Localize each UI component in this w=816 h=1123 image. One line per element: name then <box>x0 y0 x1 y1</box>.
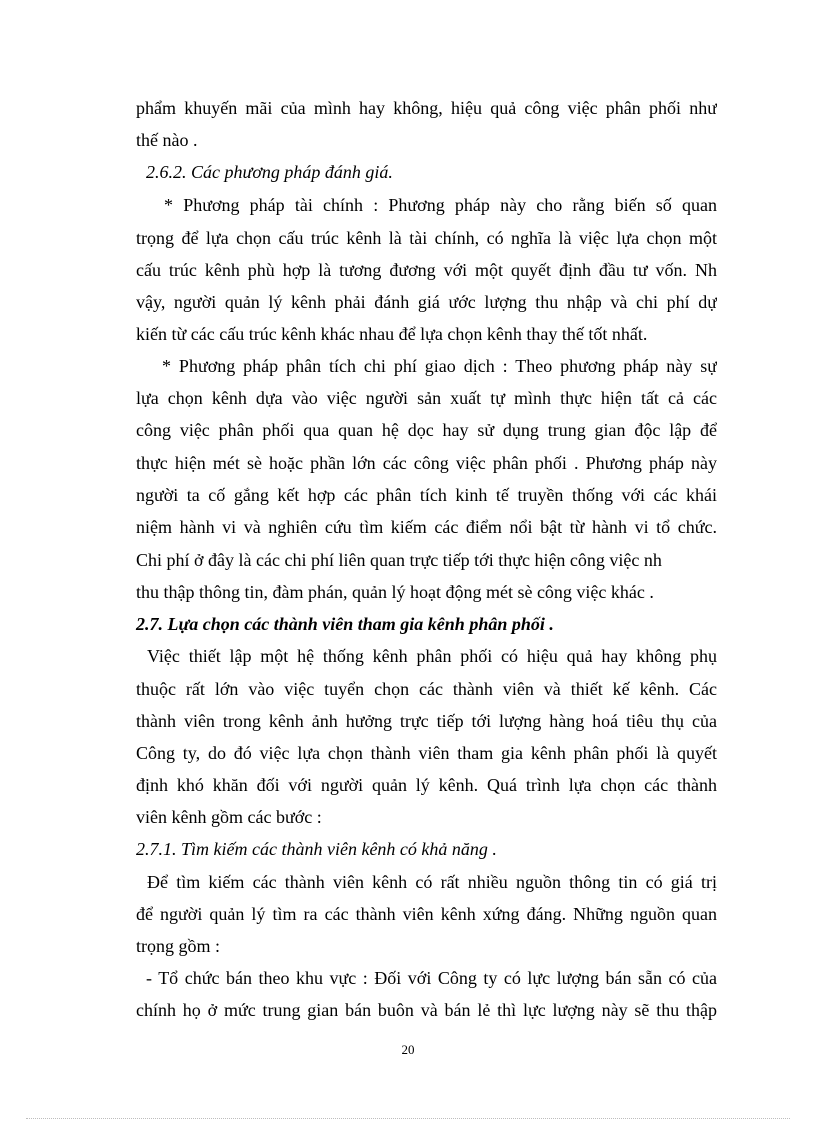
text-line: thành viên trong kênh ảnh hưởng trực tiếp tới lượng hàng hoá tiêu thụ của <box>136 711 717 731</box>
text-line: niệm hành vi và nghiên cứu tìm kiếm các điểm nổi bật từ hành vi tổ chức. <box>136 517 717 537</box>
section-heading-2-7-1: 2.7.1. Tìm kiếm các thành viên kênh có khả năng . <box>136 839 497 859</box>
text-line: chính họ ở mức trung gian bán buôn và bán lẻ thì lực lượng này sẽ thu thập <box>136 1000 717 1020</box>
page-number: 20 <box>401 1042 415 1057</box>
text-line: viên kênh gồm các bước : <box>136 807 322 827</box>
text-line: - Tổ chức bán theo khu vực : Đối với Công ty có lực lượng bán sẵn có của <box>146 968 717 988</box>
text-line: phẩm khuyến mãi của mình hay không, hiệu quả công việc phân phối như <box>136 98 717 118</box>
text-line: lựa chọn kênh dựa vào việc người sản xuất tự mình thực hiện tất cả các <box>136 388 717 408</box>
text-line: thu thập thông tin, đàm phán, quản lý hoạt động mét sè công việc khác . <box>136 582 654 602</box>
text-line: trọng gồm : <box>136 936 220 956</box>
text-line: để người quản lý tìm ra các thành viên kênh xứng đáng. Những nguồn quan <box>136 904 717 924</box>
text-line: thế nào . <box>136 130 198 150</box>
text-line: thực hiện mét sè hoặc phần lớn các công việc phân phối . Phương pháp này <box>136 453 717 473</box>
text-line: vậy, người quản lý kênh phải đánh giá ước lượng thu nhập và chi phí dự <box>136 292 717 312</box>
text-line: Việc thiết lập một hệ thống kênh phân phối có hiệu quả hay không phụ <box>147 646 717 666</box>
text-line: công việc phân phối qua quan hệ dọc hay sử dụng trung gian độc lập để <box>136 420 717 440</box>
page-bottom-divider <box>26 1118 790 1119</box>
section-heading-2-7: 2.7. Lựa chọn các thành viên tham gia kênh phân phối . <box>136 614 554 634</box>
text-line: Để tìm kiếm các thành viên kênh có rất nhiều nguồn thông tin có giá trị <box>147 872 717 892</box>
text-line: * Phương pháp tài chính : Phương pháp này cho rằng biến số quan <box>164 195 717 215</box>
text-line: trọng để lựa chọn cấu trúc kênh là tài chính, có nghĩa là việc lựa chọn một <box>136 228 717 248</box>
text-line: * Phương pháp phân tích chi phí giao dịch : Theo phương pháp này sự <box>162 356 717 376</box>
text-line: người ta cố gắng kết hợp các phân tích kinh tế truyền thống với các khái <box>136 485 717 505</box>
section-heading-2-6-2: 2.6.2. Các phương pháp đánh giá. <box>146 162 393 182</box>
text-line: Công ty, do đó việc lựa chọn thành viên tham gia kênh phân phối là quyết <box>136 743 717 763</box>
text-line: định khó khăn đối với người quản lý kênh. Quá trình lựa chọn các thành <box>136 775 717 795</box>
text-line: cấu trúc kênh phù hợp là tương đương với một quyết định đầu tư vốn. Nh <box>136 260 717 280</box>
text-line: thuộc rất lớn vào việc tuyển chọn các thành viên và thiết kế kênh. Các <box>136 679 717 699</box>
text-line: kiến từ các cấu trúc kênh khác nhau để lựa chọn kênh thay thế tốt nhất. <box>136 324 648 344</box>
text-line: Chi phí ở đây là các chi phí liên quan trực tiếp tới thực hiện công việc nh <box>136 550 662 570</box>
